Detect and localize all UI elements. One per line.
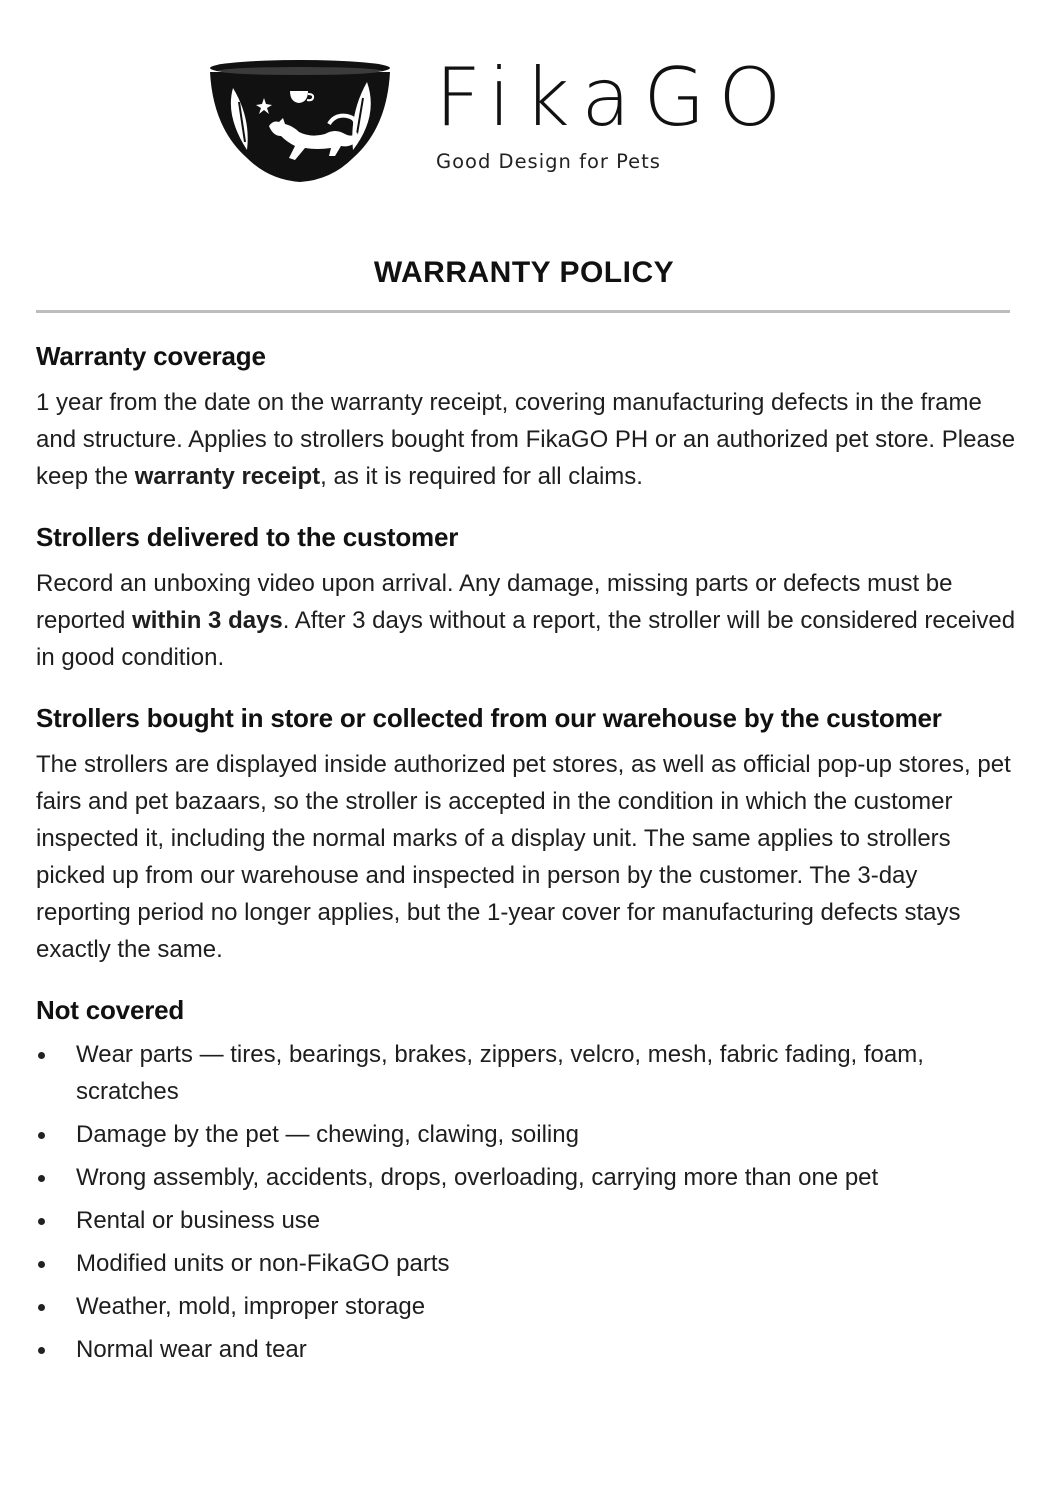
- bullet-icon: [38, 1304, 45, 1311]
- page-title: WARRANTY POLICY: [373, 256, 675, 289]
- section-text: [36, 384, 1016, 495]
- section-text: [36, 565, 1016, 676]
- bullet-icon: [38, 1347, 45, 1354]
- policy-content: [36, 338, 1016, 1374]
- section-heading: Warranty coverage: [36, 341, 266, 371]
- list-item-text: Damage by the pet — chewing, clawing, soiling: [76, 1121, 579, 1148]
- list-item-text: Wear parts — tires, bearings, brakes, zippers, velcro, mesh, fabric fading, foam, scratches: [76, 1041, 924, 1105]
- section-not-covered: [36, 992, 1016, 1368]
- list-item: [36, 1116, 1016, 1153]
- text-run: Record an unboxing video upon arrival. Any damage, missing parts or defects must be reported: [36, 570, 953, 634]
- bullet-icon: [38, 1175, 45, 1182]
- section-warranty-coverage: [36, 338, 1016, 495]
- section-delivered: [36, 519, 1016, 676]
- list-item-text: Wrong assembly, accidents, drops, overloading, carrying more than one pet: [76, 1164, 879, 1191]
- not-covered-list: [36, 1036, 1016, 1368]
- bullet-icon: [38, 1218, 45, 1225]
- title-divider: [36, 310, 1010, 313]
- bold-text: warranty receipt: [134, 463, 321, 490]
- section-text: The strollers are displayed inside authorized pet stores, as well as official pop-up stores, pet fairs and pet bazaars, so the stroller is accepted in the condition in which the customer inspected it, including the normal marks of a display unit. The same applies to strollers picked up from our warehouse and inspected in person by the customer. The 3-day reporting period no longer applies, but the 1-year cover for manufacturing defects stays exactly the same.: [36, 751, 1011, 963]
- bullet-icon: [38, 1261, 45, 1268]
- pet-bowl-logo-icon: [207, 58, 393, 184]
- bullet-icon: [38, 1052, 45, 1059]
- list-item-text: Rental or business use: [76, 1207, 321, 1234]
- text-run: . After 3 days without a report, the stroller will be considered received in good condition.: [36, 607, 1016, 671]
- text-run: 1 year from the date on the warranty receipt, covering manufacturing defects in the frame and structure. Applies to strollers bought from FikaGO PH or an authorized pet store. Please keep the: [36, 389, 1016, 490]
- section-in-store: [36, 700, 1016, 968]
- list-item: [36, 1288, 1016, 1325]
- text-run: , as it is required for all claims.: [320, 463, 643, 490]
- list-item: [36, 1159, 1016, 1196]
- section-heading: Strollers delivered to the customer: [36, 522, 459, 552]
- brand-tagline: Good Design for Pets: [436, 150, 661, 173]
- brand-name: FikaGO: [435, 51, 795, 144]
- list-item: [36, 1202, 1016, 1239]
- list-item: [36, 1331, 1016, 1368]
- list-item-text: Normal wear and tear: [76, 1336, 307, 1363]
- section-heading: Not covered: [36, 995, 185, 1025]
- list-item-text: Modified units or non-FikaGO parts: [76, 1250, 450, 1277]
- list-item: [36, 1036, 1016, 1110]
- section-heading: Strollers bought in store or collected from our warehouse by the customer: [36, 703, 942, 733]
- brand-logo: [207, 51, 847, 188]
- bullet-icon: [38, 1132, 45, 1139]
- list-item-text: Weather, mold, improper storage: [76, 1293, 426, 1320]
- bold-text: within 3 days: [132, 607, 283, 634]
- list-item: [36, 1245, 1016, 1282]
